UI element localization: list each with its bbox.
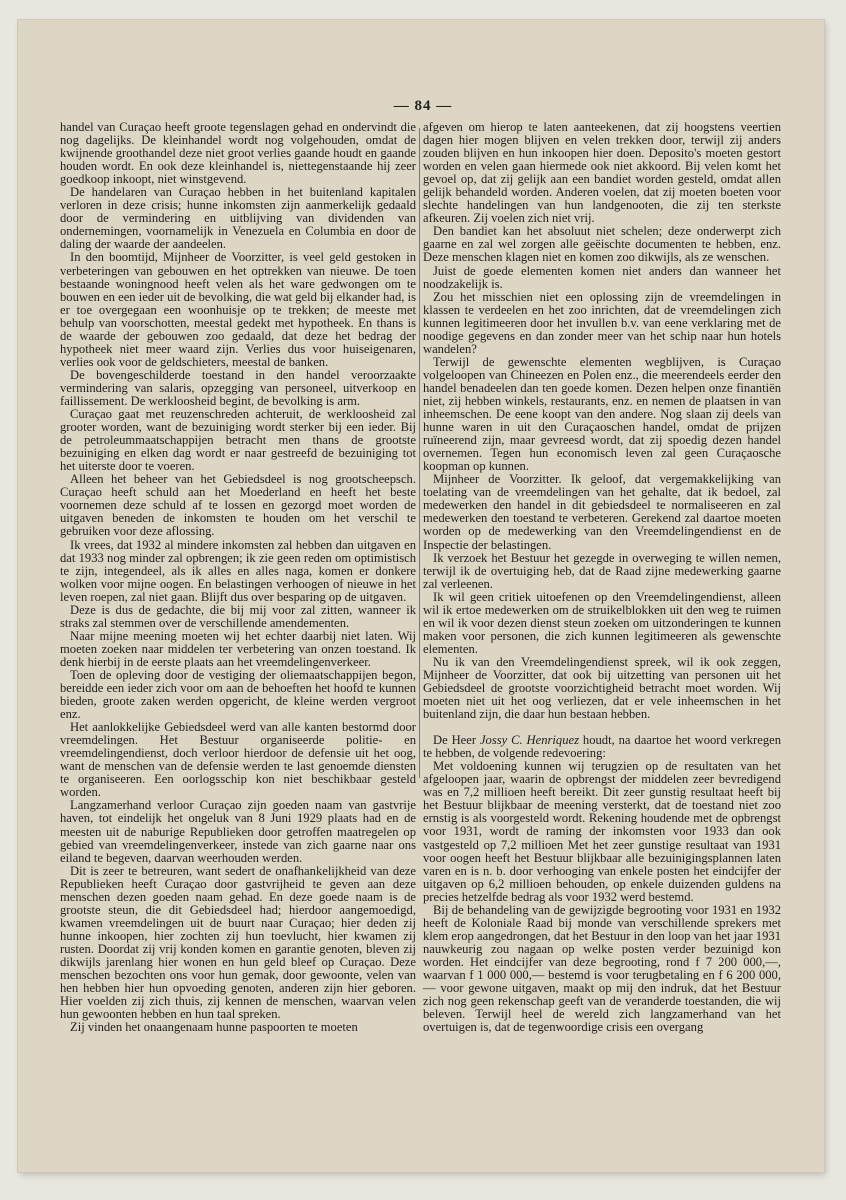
paragraph: Juist de goede elementen komen niet anders dan wanneer het noodzakelijk is.	[423, 263, 781, 291]
paragraph: Toen de opleving door de vestiging der oliemaatschappijen begon, bereidde een ieder zich voor om aan de behoeften het hoofd te kunnen bieden, groote zaken werden opgericht, de kleine werden vergroot enz.	[60, 667, 416, 722]
paragraph: Langzamerhand verloor Curaçao zijn goeden naam van gastvrije haven, tot eindelijk het ongeluk van 8 Juni 1929 plaats had en de meesten uit de naburige Republieken door getroffen maatregelen op gebied van vreemdelingenverkeer, instede van zich gaarne naar ons eiland te begeven, daarvan weerhouden werden.	[60, 798, 416, 865]
paragraph: Mijnheer de Voorzitter. Ik geloof, dat vergemakkelijking van toelating van de vreemdelingen van het gehalte, dat ik bedoel, zal medewerken den handel in dit gebiedsdeel te normaliseeren en zal medewerken den toestand te verbeteren. Gerekend zal daartoe moeten worden op de medewerking van den Vreemdelingendienst en de Inspectie der belastingen.	[423, 472, 781, 552]
paragraph: Zou het misschien niet een oplossing zijn de vreemdelingen in klassen te verdeelen en het zoo inrichten, dat de vreemdelingen zich kunnen legitimeeren door het invullen b.v. van eene verklaring met de noodige gegevens en dan zonder meer van het schip naar hun hotels wandelen?	[423, 289, 781, 356]
left-text-column	[60, 121, 416, 1034]
paragraph: Den bandiet kan het absoluut niet schelen; deze onderwerpt zich gaarne en zal wel zorgen alle geëischte documenten te hebben, enz. Deze menschen klagen niet en komen zoo dikwijls, als ze wenschen.	[423, 224, 781, 265]
speaker-intro-after: houdt, na daartoe het woord verkregen te hebben, de volgende redevoering:	[423, 733, 782, 761]
paragraph: Ik verzoek het Bestuur het gezegde in overweging te willen nemen, terwijl ik de overtuiging heb, dat de Raad zijne medewerking gaarne zal verleenen.	[423, 550, 781, 591]
paragraph: Met voldoening kunnen wij terugzien op de resultaten van het afgeloopen jaar, waarin de opbrengst der middelen zeer bevredigend was en 7,2 millioen heeft bereikt. Dit zeer gunstig resultaat heeft bij het Bestuur blijkbaar de meening versterkt, dat de toestand niet zoo ernstig is als voorgesteld wordt. Rekening houdende met de opbrengst voor 1931, wordt de raming der inkomsten voor 1933 dan ook vastgesteld op 7,2 millioen Met het zeer gunstige resultaat van 1931 voor oogen heeft het Bestuur blijkbaar alle bezuinigingsplannen laten varen en is n. b. door verhooging van enkele posten het eindcijfer der uitgaven op 6,2 millioen behouden, op enkele duizenden guldens na precies hetzelfde bedrag als voor 1932 werd bestemd.	[423, 759, 781, 904]
paragraph: In den boomtijd, Mijnheer de Voorzitter, is veel geld gestoken in verbeteringen van gebouwen en het optrekken van nieuwe. De toen bestaande woningnood heeft velen als het ware gedwongen om te bouwen en een ieder uit de bevolking, die wat geld bij elkander had, is er toe overgegaan een woonhuisje op te trekken; de meeste met behulp van voorschotten, meestal gedekt met hypotheek. En thans is de waarde der gebouwen zoo gedaald, dat deze het bedrag der hypotheek niet meer waard zijn. Verlies dus voor huiseigenaren, verlies ook voor de geldschieters, meestal de banken.	[60, 250, 416, 369]
speaker-name: Jossy C. Henriquez	[479, 733, 580, 748]
speaker-intro	[423, 734, 781, 760]
paragraph: Naar mijne meening moeten wij het echter daarbij niet laten. Wij moeten zoeken naar middelen ter verbetering van onzen toestand. Ik denk hierbij in de eerste plaats aan het vreemdelingenverkeer.	[60, 628, 416, 669]
page-number: — 84 —	[393, 98, 453, 114]
paragraph: Zij vinden het onaangenaam hunne paspoorten te moeten	[70, 1020, 358, 1035]
paragraph: De bovengeschilderde toestand in den handel veroorzaakte vermindering van salaris, opzegging van personeel, uitverkoop en faillissement. De werkloosheid begint, de bevolking is arm.	[60, 367, 416, 408]
paragraph: Terwijl de gewenschte elementen wegblijven, is Curaçao volgeloopen van Chineezen en Polen enz., die meerendeels eerder den handel benadeelen dan ten goede komen. Dezen helpen onze finantiën niet, zij hebben winkels, restaurants, enz. en nemen de plaatsen in van inheemschen. De eene koopt van den andere. Nog slaan zij deels van hunne waren in uit den Curaçaoschen handel, omdat de prijzen ruïneerend zijn, maar gevreesd wordt, dat zij spoedig dezen handel overnemen. Tegen hun economisch leven zal geen Curaçaosche koopman op kunnen.	[423, 354, 781, 474]
paragraph: Alleen het beheer van het Gebiedsdeel is nog grootscheepsch. Curaçao heeft schuld aan het Moederland en heeft het beste voornemen deze schuld af te lossen en gezorgd moet worden de uitgaven beneden de inkomsten te houden om het verschil te gebruiken voor deze aflossing.	[60, 472, 416, 539]
column-divider	[419, 128, 420, 778]
paragraph: De handelaren van Curaçao hebben in het buitenland kapitalen verloren in deze crisis; hunne inkomsten zijn aanmerkelijk gedaald door de vermindering en uitblijving van dividenden van ondernemingen, voornamelijk in Venezuela en Columbia en door de daling der waarde der aandeelen.	[60, 185, 416, 252]
paragraph: Ik wil geen critiek uitoefenen op den Vreemdelingendienst, alleen wil ik ertoe medewerken om de struikelblokken uit den weg te ruimen en wil ik voor dezen dienst steun zoeken om uitzonderingen te kunnen maken voor personen, die zich kunnen legitimeeren als gewenschte elementen.	[423, 589, 781, 656]
paragraph: Deze is dus de gedachte, die bij mij voor zal zitten, wanneer ik straks zal stemmen over de verschillende amendementen.	[60, 602, 416, 630]
right-text-column	[423, 121, 781, 1034]
speaker-intro-before: De Heer	[433, 733, 480, 748]
paragraph: Bij de behandeling van de gewijzigde begrooting voor 1931 en 1932 heeft de Koloniale Raad bij monde van verschillende sprekers met klem erop aangedrongen, dat het Bestuur in den loop van het jaar 1931 nauwkeurig zou nagaan op welke posten verder bezuinigd kon worden. Het eindcijfer van deze begrooting, rond f 7 200 000,—, waarvan f 1 000 000,— bestemd is voor terugbetaling en f 6 200 000,— voor gewone uitgaven, maakt op mij den indruk, dat het Bestuur zich nog geen rekenschap geeft van de veranderde toestanden, die wij beleven. Terwijl heel de wereld zich langzamerhand van het overtuigen is, dat de tegenwoordige crisis een overgang	[423, 902, 781, 1035]
paragraph: afgeven om hierop te laten aanteekenen, dat zij hoogstens veertien dagen hier mogen blijven en velen trekken door, terwijl zij anders zouden blijven en hun inkoopen hier doen. Deposito's moeten gestort worden en velen gaan hiermede ook niet akkoord. Bij velen komt het gevoel op, dat zij gelijk aan een bandiet worden gesteld, omdat allen gelijk behandeld worden. Anderen voelen, dat zij moeten boeten voor slechte handelingen van hun landgenooten, die zij ten sterkste afkeuren. Zij voelen zich niet vrij.	[423, 120, 781, 226]
paragraph: handel van Curaçao heeft groote tegenslagen gehad en ondervindt die nog dagelijks. De kleinhandel wordt nog volgehouden, omdat de kwijnende groothandel deze niet groot verlies gaande houdt en gaande houden wordt. En ook deze kleinhandel is, niettegenstaande hij zeer goedkoop inkoopt, niet winstgevend.	[60, 120, 416, 187]
paragraph: Dit is zeer te betreuren, want sedert de onafhankelijkheid van deze Republieken heeft Curaçao door gastvrijheid te geven aan deze menschen dezen goeden naam gehad. En deze goede naam is de grootste steun, die dit Gebiedsdeel had; hierdoor aangemoedigd, kwamen vreemdelingen uit de buurt naar Curaçao; hier deden zij hunne inkoopen, hier zochten zij hun toevlucht, hier kwamen zij rusten. Doordat zij vrij konden komen en garantie genoten, bleven zij dikwijls jarenlang hier wonen en hun geld bleef op Curaçao. Deze menschen bezochten ons voor hun gemak, door gewoonte, velen van hen hebben hier hun opvoeding genoten, anderen zijn hier geboren. Hier voelden zij zich thuis, zij kennen de menschen, waarvan velen hun gewoonten hebben en hun taal spreken.	[60, 863, 416, 1022]
paragraph: Ik vrees, dat 1932 al mindere inkomsten zal hebben dan uitgaven en dat 1933 nog minder zal opbrengen; ik zie geen reden om optimistisch te zijn, integendeel, als ik alles en alles naga, komen er donkere wolken voor mijne oogen. En belastingen verhoogen of nieuwe in het leven roepen, zal niet gaan. Blijft dus over besparing op de uitgaven.	[60, 537, 416, 604]
paragraph: Curaçao gaat met reuzenschreden achteruit, de werkloosheid zal grooter worden, want de bezuiniging wordt sterker bij een ieder. Bij de petroleummaatschappijen betracht men thans de grootste bezuiniging en elken dag wordt er naar gestreefd de bezuiniging tot het uiterste door te voeren.	[60, 407, 416, 474]
paragraph: Het aanlokkelijke Gebiedsdeel werd van alle kanten bestormd door vreemdelingen. Het Bestuur organiseerde politie- en vreemdelingendienst, doch verloor hierdoor de defensie uit het oog, want de menschen van de defensie werden te last genoemde diensten te organiseeren. Een oorlogsschip kon niet beschikbaar gesteld worden.	[60, 720, 416, 800]
paragraph: Nu ik van den Vreemdelingendienst spreek, wil ik ook zeggen, Mijnheer de Voorzitter, dat ook bij uitzetting van personen uit het Gebiedsdeel de grootste voorzichtigheid betracht moet worden. Wij moeten niet uit het oog verliezen, dat er vele inheemschen in het buitenland zijn, die daar hun bestaan hebben.	[423, 654, 781, 722]
